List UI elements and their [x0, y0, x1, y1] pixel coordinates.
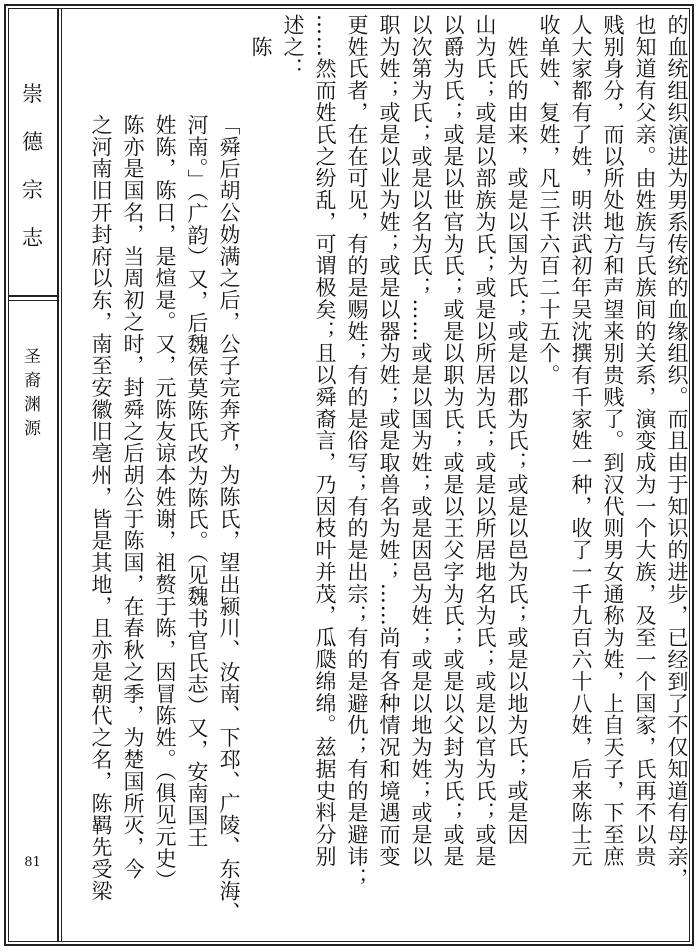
page-number: 81 [24, 855, 41, 870]
section-title-char: 圣 [24, 347, 41, 367]
section-title-char: 裔 [24, 371, 41, 391]
text-column: 更姓氏者，在在可见，有的是赐姓；有的是俗写；有的是出宗；有的是避仇；有的是避讳； [345, 14, 369, 890]
text-column: 收单姓、复姓，凡三千六百二十五个。 [537, 14, 561, 386]
sidebar-rule-top [8, 295, 57, 297]
text-column: 山为氏；或是以部族为氏；或是以所居为氏；或是以所居地名为氏；或是以官为氏；或是 [473, 14, 497, 868]
text-column: 姓氏的由来，或是以国为氏；或是以郡为氏；或是以邑为氏；或是以地为氏；或是因 [505, 14, 529, 846]
text-column: 「舜后胡公妫满之后，公子完奔齐，为陈氏，望出颍川、汝南、下邳、广陵、东海、 [217, 114, 241, 924]
body-text [68, 14, 692, 934]
text-column: ……然而姓氏之纷乱，可谓极矣；且以舜裔言，乃因枝叶并茂，瓜瓞绵绵。兹据史料分别 [313, 14, 337, 868]
sidebar-divider-thin [61, 8, 62, 942]
text-column: 的血统组织演进为男系传统的血缘组织。而且由于知识的进步，已经到了不仅知道有母亲， [665, 14, 689, 890]
sidebar-rule-top-thin [8, 300, 57, 301]
text-column: 陈亦是国名，当周初之时，封舜之后胡公于陈国，在春秋之季，为楚国所灭，今 [121, 114, 145, 880]
text-column: 也知道有父亲。由姓族与氏族间的关系，演变成为一个大族，及至一个国家，氏再不以贵 [633, 14, 657, 868]
text-column: 姓陈，陈日，是煊是。又，元陈友谅本姓谢，祖赘于陈，因冒陈姓。（俱见元史） [153, 114, 177, 892]
sidebar-divider [57, 8, 59, 942]
text-column: 以次第为氏；或是以名为氏；……或是以国为姓；或是因邑为姓；或是以地为姓；或是以 [409, 14, 433, 868]
text-column: 述之： [281, 14, 305, 80]
text-column: 以爵为氏；或是以世官为氏；或是以职为氏；或是以王父字为氏；或是以父封为氏；或是 [441, 14, 465, 868]
text-column: 河南。」（广韵）又，后魏侯莫陈氏改为陈氏。（见魏书官氏志）又，安南国王 [185, 114, 209, 849]
text-column: 之河南旧开封府以东，南至安徽旧亳州，皆是其地，且亦是朝代之名，陈羁先受梁 [89, 114, 113, 902]
section-title-char: 源 [24, 419, 41, 439]
text-column: 贱别身分，而以所处地方和声望来别贵贱了。到汉代则男女通称为姓，上自天子，下至庶 [601, 14, 625, 868]
book-title [8, 70, 57, 262]
section-title-char: 渊 [24, 395, 41, 415]
text-column: 人大家都有了姓，明洪武初年吴沈撰有千家姓一种，收了一千九百六十八姓，后来陈士元 [569, 14, 593, 868]
section-title [8, 345, 57, 441]
surname-heading: 陈 [249, 36, 273, 58]
book-title-char: 宗 [22, 178, 43, 202]
text-column: 职为姓；或是以业为姓；或是以器为姓；或是取兽名为姓；……尚有各种情况和境遇而变 [377, 14, 401, 868]
book-title-char: 志 [22, 226, 43, 250]
book-title-char: 崇 [22, 82, 43, 106]
book-title-char: 德 [22, 130, 43, 154]
